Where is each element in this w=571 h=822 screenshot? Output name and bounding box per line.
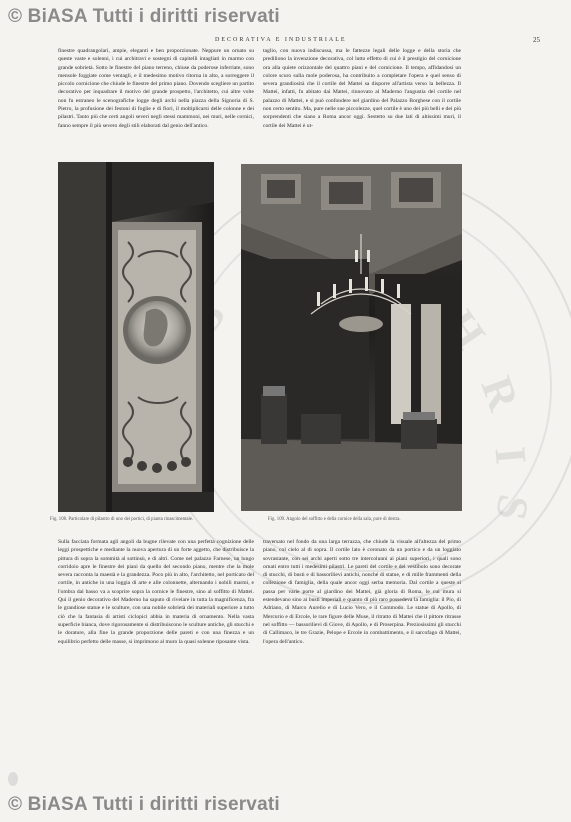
figure-caption-left: Fig. 108. Particolare di pilastro di uno dei portici, di pianta rinascimentale.: [50, 517, 194, 522]
figure-salon-photo: [241, 164, 462, 511]
figure-caption-right: Fig. 109. Angolo del soffitto e della cornice della sala, pure di destra.: [268, 517, 401, 522]
paragraph: traversato nel fondo da una larga terrazza, che chiude la visuale all'altezza del primo piano, col cielo al di sopra. Il cortile lato è coronato da un portico e da un loggiato sovrastante, con sei archi aperti sotto tre intercolunni ai piani superiori, i quali sono ornati entro tutti i medesimi pilastri. Le pareti del cortile e del vestibolo sono decorate di stucchi, di busti e di bassorilievi antichi, nonché di statue, e di mille frammenti della collezione di famiglia, della quale ancor oggi serba memoria. Dal cortile a queste si passa per varie porte al giardino dei Mattei, già gloria di Roma, le cui mura si estendevano sino ai busti imperiali e quanto di più raro possedeva la famiglia: il Pio, di Adriano, di Marco Aurelio e di Lucio Vero, e il Commodo. Le statue di Apollo, di Mercurio e di Ercole, le rare figure delle Muse, il ritratto di Mattei che il pittore ritrasse nel soffitto — bassorilievi di Giove, di Apollo, e di Proserpina. Preziosissimi gli stucchi di Callimaco, le tre Grazie, Pelope e Ercole in combattimento, e il sarcofago di Mattei, l'opera dell'antico.: [263, 539, 461, 645]
paragraph: finestre quadrangolari, ampie, eleganti e ben proporzionate. Neppure un ornato su queste vaste e solenni, i cui architravi e sostegni di capitelli intagliati in marmo con grande sobrietà. Sotto le finestre del piano terreno, chiuse da poderose inferriate, sono mensole foggiate come ventagli, e il medesimo motivo ritorna in alto, a sorreggere il piccolo cornicione che chiude le finestre del primo piano. Dovendo scegliere un partito decorativo per inquadrare il motivo del grande prospetto, l'architetto, cui altre volte non fu estraneo le scenografiche logge degli archi nella piazza della Signoria di S. Pietro, la profusione dei festoni di foglie e di fiori, il moltiplicarsi delle colonne e dei pilastri. Tanto più che certi angoli severi negli stessi mammoni, nei muri, nelle cornici, fanno sempre il più severo degli stili elaborati dal genio dell'antico.: [58, 48, 254, 129]
text-column-bottom-right: [263, 538, 461, 646]
figure-pilaster-photo: [58, 162, 214, 512]
running-title: DECORATIVA E INDUSTRIALE: [215, 37, 347, 43]
text-column-bottom-left: [58, 538, 254, 646]
paragraph: taglio, con nuova indiscussa, ma le fattezze legali delle logge e della storia che prediliono la invenzione decorativa, col lutto effetto di cui è il prestigio del cornicione ora alla quiete orizzontale del quattro piani e del cornicione. Il tempo, affidandosi un colore scuro sulla mole poderosa, ha contribuito a completare l'opera e quel senso di severa grandiosità che il cortile del Mattei sa disporre all'artista verso la bellezza. Il Mattei, infatti, fu abitato dai Mattei, rinnovato al Maderno l'angustia del cortile nel palazzo di Mattei, e si può confondere nel giardino del Palazzo Borghese con il cortile non certo sentito. Ma, pure nelle sue piccolezze, quel cortile è uno dei più belli e dei più sorprendenti che siano a Roma ancor oggi. Sestetto su due lati di altissimi muri, il cortile dei Mattei è ut-: [263, 48, 461, 129]
text-column-top-left: [58, 47, 254, 130]
copyright-watermark-bottom: © BiASA Tutti i diritti riservati: [8, 794, 280, 815]
library-seal-watermark: H R I S: [150, 170, 571, 604]
paper-stain: [8, 772, 18, 786]
text-column-top-right: [263, 47, 461, 130]
paragraph: Sulla facciata formata agli angoli da bugne rilevate con una perfetta cognizione delle leggi prospettiche e mediante la nuova apertura di un forte aggetto, che distribuisce la pittura di sopra la sommità al sottinsù, e di altri. Come nel palazzo Farnese, un lungo corridoio apre le finestre dei piani da quello del secondo piano, mentre che la mole severa racconta la maestà e la grandezza. Poco più in alto, l'architetto, nel porticato del cortile, in antiche in una loggia di arte e alle colonnette, alternando i nobili marmi, e l'ombra dal basso va a scoprire sopra la cornice le finestre, sino al soffitto di Mattei. Qui il genio decorativo del Maderno ha saputo di rivelare in tutta la magnificenza, fra le grandiose statue e le sculture, con una nobile sobrietà dei materiali superiore a tutto ciò che la fantasia di artisti ciclopici abbia in materia di ornamento. Nella vasta superficie bianca, dove rigorosamente si distribuiscono le sculture antiche, gli stucchi e le dorature, alla fine la grande proporzione delle pareti e con una finezza e un equilibrio perfetto delle masse, si imprimono al muro la quasi solenne riposante vista.: [58, 539, 254, 645]
copyright-watermark-top: © BiASA Tutti i diritti riservati: [8, 6, 280, 27]
salon-interior-image: [241, 164, 462, 511]
carved-pilaster-image: [58, 162, 214, 512]
page-number: 25: [533, 36, 540, 44]
